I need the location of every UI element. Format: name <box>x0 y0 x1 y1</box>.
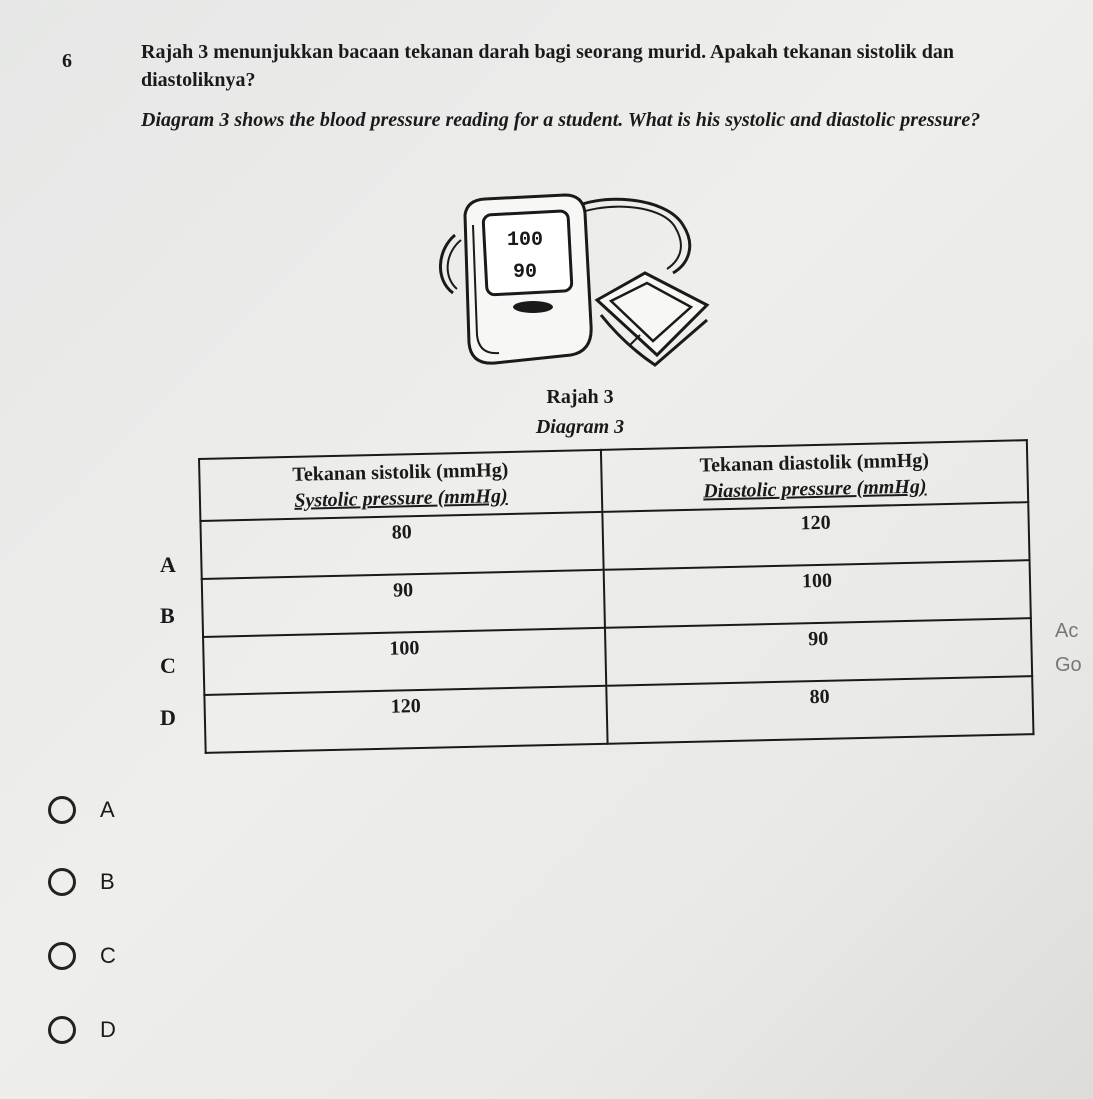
header-diastolic: Tekanan diastolik (mmHg) Diastolic pressure (mmHg) <box>601 440 1028 512</box>
cell-systolic: 100 <box>203 628 606 695</box>
option-b[interactable] <box>48 868 115 896</box>
option-label: B <box>100 869 115 894</box>
row-label-d: D <box>160 705 176 730</box>
cell-diastolic: 100 <box>604 560 1031 628</box>
diagram-caption-english: Diagram 3 <box>535 416 625 438</box>
cell-diastolic: 90 <box>605 618 1032 686</box>
monitor-reading-bottom: 90 <box>512 261 538 284</box>
cell-diastolic: 120 <box>602 502 1029 570</box>
question-text-malay: Rajah 3 menunjukkan bacaan tekanan darah bagi seorang murid. Apakah tekanan sistolik dan diastoliknya? <box>141 41 954 91</box>
option-c[interactable] <box>48 942 116 970</box>
cell-systolic: 120 <box>204 686 607 753</box>
option-label: A <box>100 797 115 822</box>
option-label: C <box>100 943 116 968</box>
cell-systolic: 90 <box>202 570 605 637</box>
cell-diastolic: 80 <box>606 676 1033 744</box>
row-label-c: C <box>160 653 176 678</box>
radio-button[interactable] <box>48 796 76 824</box>
row-label-a: A <box>160 552 176 577</box>
radio-button[interactable] <box>48 868 76 896</box>
question-number: 6 <box>62 50 72 72</box>
option-a[interactable] <box>48 796 115 824</box>
diagram-caption-malay: Rajah 3 <box>546 386 614 408</box>
monitor-reading-top: 100 <box>506 229 544 252</box>
question-text-english: Diagram 3 shows the blood pressure reading for a student. What is his systolic and diastolic pressure? <box>141 109 981 131</box>
cell-systolic: 80 <box>200 512 603 579</box>
blood-pressure-monitor-illustration <box>425 185 725 375</box>
option-label: D <box>100 1017 116 1042</box>
answer-table <box>198 439 1034 748</box>
option-d[interactable] <box>48 1016 116 1044</box>
side-text-2: Go <box>1055 654 1082 676</box>
radio-button[interactable] <box>48 942 76 970</box>
side-text-1: Ac <box>1055 620 1079 642</box>
header-systolic: Tekanan sistolik (mmHg) Systolic pressure (mmHg) <box>199 450 602 521</box>
radio-button[interactable] <box>48 1016 76 1044</box>
row-label-b: B <box>160 603 175 628</box>
